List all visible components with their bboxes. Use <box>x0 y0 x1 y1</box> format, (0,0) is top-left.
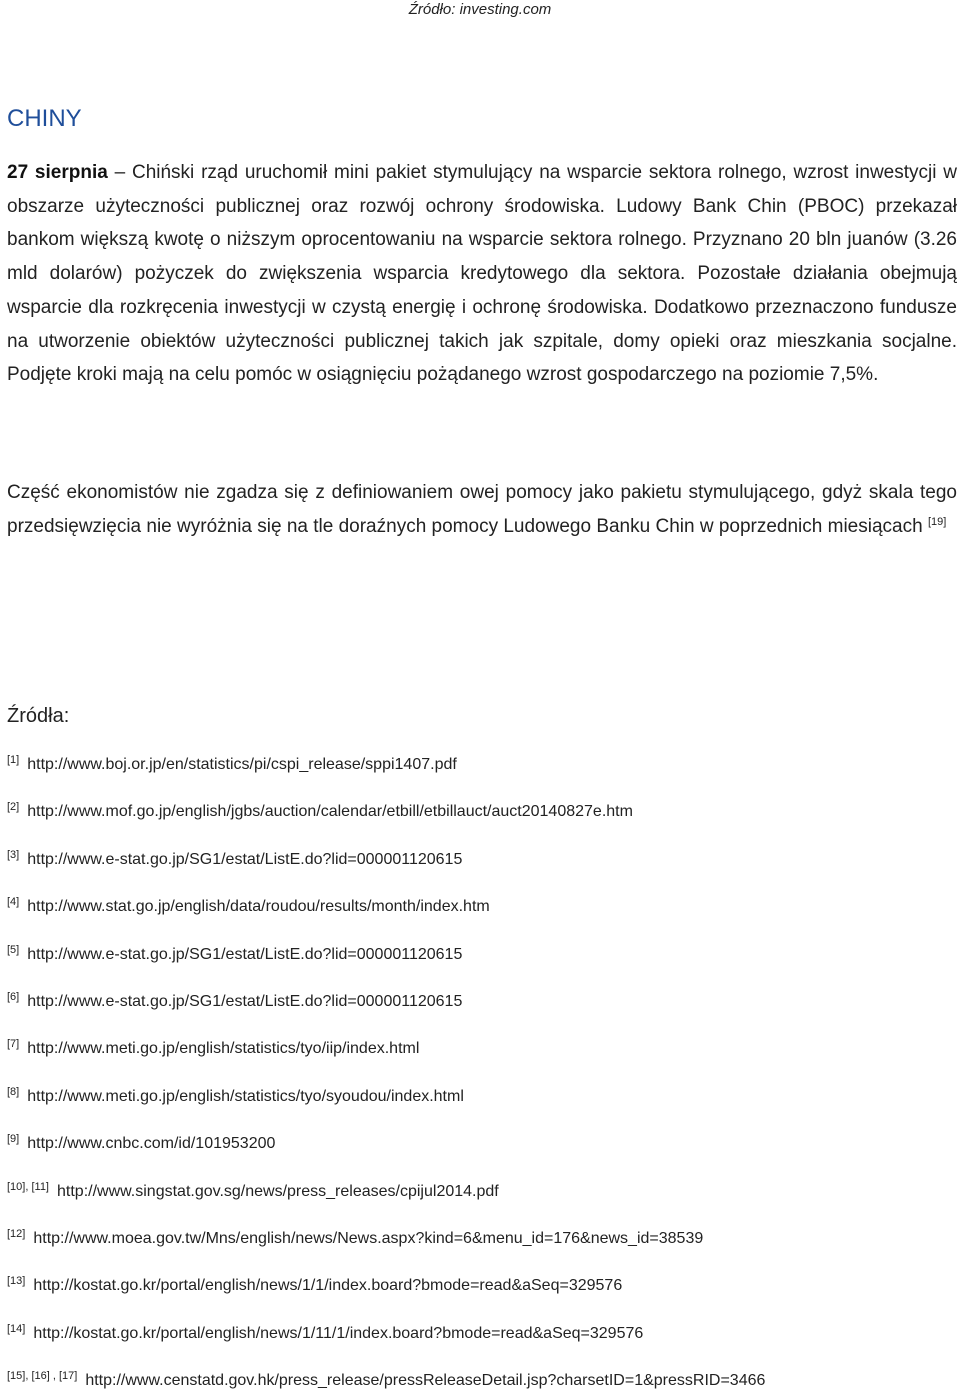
source-url[interactable]: http://www.mof.go.jp/english/jgbs/auction/calendar/etbill/etbillauct/auct20140827e.htm <box>27 803 633 821</box>
source-url[interactable]: http://www.moea.gov.tw/Mns/english/news/News.aspx?kind=6&menu_id=176&news_id=38539 <box>33 1230 704 1247</box>
source-ref: [9] <box>7 1133 20 1146</box>
sources-title: Źródła: <box>7 705 70 727</box>
source-header: Źródło: investing.com <box>408 1 552 18</box>
source-item <box>7 1038 419 1060</box>
source-item <box>7 849 462 871</box>
paragraph-main <box>7 156 957 392</box>
source-item <box>7 754 457 776</box>
source-ref: [6] <box>7 991 20 1003</box>
source-url[interactable]: http://kostat.go.kr/portal/english/news/1/11/1/index.board?bmode=read&aSeq=329576 <box>33 1324 644 1342</box>
source-ref: [14] <box>7 1322 26 1335</box>
source-item <box>7 1133 275 1155</box>
source-url[interactable]: http://www.censtatd.gov.hk/press_release/pressReleaseDetail.jsp?charsetID=1&pressRID=3466 <box>85 1372 766 1390</box>
source-ref: [1] <box>7 754 20 766</box>
source-item <box>7 991 462 1013</box>
paragraph-main-text: – Chiński rząd uruchomił mini pakiet stymulujący na wsparcie sektora rolnego, wzrost inwestycji w obszarze użyteczności publicznej oraz rozwój ochrony środowiska. Ludowy Bank Chin (PBOC) przekazał bankom większą kwotę o niższym oprocentowaniu na wsparcie sektora rolnego. Przyznano 20 bln juanów (3.26 mld dolarów) pożyczek do zwiększenia wsparcia kredytowego dla sektora. Pozostałe działania obejmują wsparcie dla rozkręcenia inwestycji w czystą energię i ochronę środowiska. Dodatkowo przeznaczono fundusze na utworzenie obiektów użyteczności publicznej takich jak szpitale, domy opieki oraz mieszkania socjalne. Podjęte kroki mają na celu pomóc w osiągnięciu pożądanego wzrost gospodarczego na poziomie 7,5%. <box>7 162 957 386</box>
source-item <box>7 1275 622 1297</box>
source-url[interactable]: http://www.singstat.gov.sg/news/press_releases/cpijul2014.pdf <box>57 1182 499 1200</box>
source-item <box>7 944 462 966</box>
source-url[interactable]: http://www.stat.go.jp/english/data/roudou/results/month/index.htm <box>27 898 490 916</box>
source-item <box>7 1228 703 1250</box>
source-url[interactable]: http://www.meti.go.jp/english/statistics/tyo/iip/index.html <box>27 1040 420 1058</box>
paragraph-secondary <box>7 476 957 543</box>
source-url[interactable]: http://www.meti.go.jp/english/statistics/tyo/syoudou/index.html <box>27 1087 464 1105</box>
footnote-ref: [19] <box>927 515 947 528</box>
source-url[interactable]: http://www.e-stat.go.jp/SG1/estat/ListE.do?lid=000001120615 <box>27 993 463 1010</box>
source-ref: [7] <box>7 1038 20 1051</box>
source-ref: [13] <box>7 1275 26 1288</box>
source-ref: [3] <box>7 848 20 861</box>
section-title: CHINY <box>7 105 82 132</box>
source-item <box>7 1370 765 1392</box>
source-item <box>7 896 490 918</box>
source-url[interactable]: http://kostat.go.kr/portal/english/news/1/1/index.board?bmode=read&aSeq=329576 <box>33 1277 623 1295</box>
source-ref: [4] <box>7 896 20 909</box>
source-ref: [8] <box>7 1085 20 1098</box>
source-url[interactable]: http://www.e-stat.go.jp/SG1/estat/ListE.do?lid=000001120615 <box>27 945 463 963</box>
source-ref: [12] <box>7 1228 26 1240</box>
source-ref: [10], [11] <box>7 1180 49 1193</box>
source-ref: [15], [16] , [17] <box>7 1370 78 1383</box>
source-item <box>7 801 633 823</box>
source-ref: [5] <box>7 943 20 956</box>
paragraph-date: 27 sierpnia <box>7 162 108 183</box>
paragraph-secondary-text: Część ekonomistów nie zgadza się z definiowaniem owej pomocy jako pakietu stymulującego, gdyż skala tego przedsięwzięcia nie wyróżnia się na tle doraźnych pomocy Ludowego Banku Chin w poprzednich miesiącach <box>7 482 957 537</box>
source-url[interactable]: http://www.e-stat.go.jp/SG1/estat/ListE.do?lid=000001120615 <box>27 850 463 868</box>
source-item <box>7 1181 499 1203</box>
source-url[interactable]: http://www.cnbc.com/id/101953200 <box>27 1135 276 1153</box>
source-url[interactable]: http://www.boj.or.jp/en/statistics/pi/cspi_release/sppi1407.pdf <box>27 756 457 773</box>
source-item <box>7 1086 464 1108</box>
source-ref: [2] <box>7 801 20 814</box>
source-item <box>7 1323 643 1345</box>
